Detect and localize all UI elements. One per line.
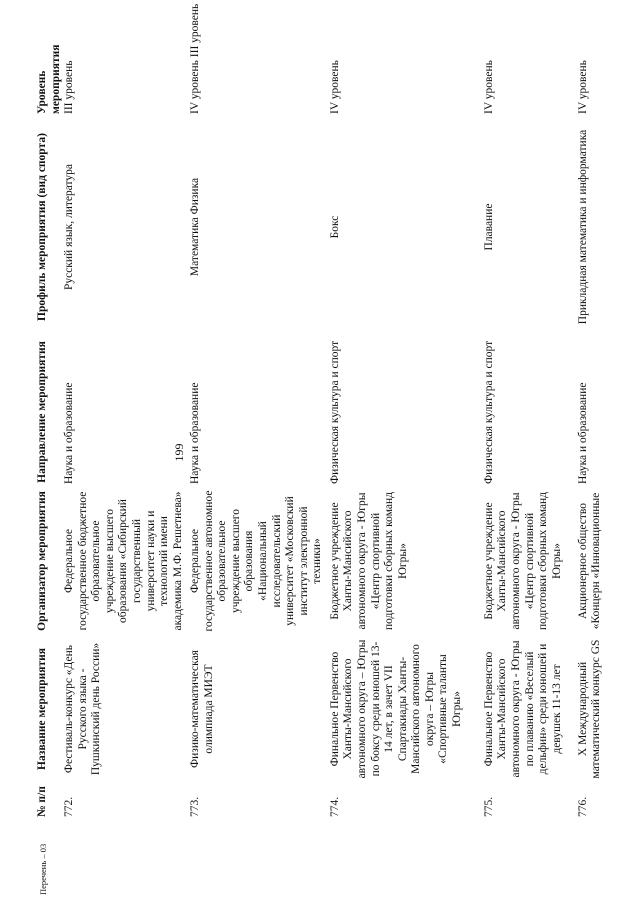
row-num: 776. <box>576 796 589 817</box>
event-name: Финальное Первенство Ханты-Мансийского автономного округа – Югры по боксу среди юношей 13-14 лет, в зачет VII Спартакиады Ханты-Мансийского автономного округа – Югры «Спортивные таланты Югры» <box>328 639 463 779</box>
event-direction: Физическая культура и спорт <box>328 340 341 484</box>
event-organizer: Федеральное государственное автономное образовательное учреждение высшего образования «Национальный исследовательский университет «Московский институт электронной техники» <box>189 490 324 632</box>
event-name: X Международный математический конкурс GS <box>576 639 603 779</box>
header-organizer: Организатор мероприятия <box>36 491 48 631</box>
table-row <box>189 0 329 817</box>
event-level: III уровень <box>63 60 76 114</box>
header-num: № п/п <box>36 786 48 817</box>
event-direction: Наука и образование <box>63 382 76 484</box>
event-direction: Физическая культура и спорт <box>482 340 495 484</box>
event-profile: Математика Физика <box>189 177 202 277</box>
header-name: Название мероприятия <box>36 648 48 770</box>
event-name: Физико-математическая олимпиада МИЭТ <box>189 650 215 768</box>
header-profile: Профиль мероприятия (вид спорта) <box>36 133 48 321</box>
header-level: Уровень мероприятия <box>36 44 62 114</box>
footer-note: Перечень – 03 <box>38 843 48 895</box>
event-name: Фестиваль-конкурс «День Русского языка - Пушкинский день России» <box>63 642 103 776</box>
event-direction: Наука и образование <box>576 382 589 484</box>
page-number: 199 <box>172 443 186 462</box>
event-level: IV уровень <box>328 60 341 114</box>
table-row <box>63 0 189 817</box>
row-num: 772. <box>63 796 76 817</box>
event-level: IV уровень III уровень <box>189 3 202 114</box>
event-profile: Бокс <box>328 215 341 239</box>
table-header-row <box>35 0 63 817</box>
event-organizer: Акционерное общество «Концерн «Инновационные <box>576 492 603 630</box>
events-table <box>35 0 608 817</box>
table-row <box>483 0 577 817</box>
event-direction: Наука и образование <box>189 382 202 484</box>
table-row <box>577 0 608 817</box>
table-row <box>329 0 483 817</box>
row-num: 774. <box>328 796 341 817</box>
event-profile: Плавание <box>482 203 495 251</box>
event-organizer: Федеральное государственное бюджетное образовательное учреждение высшего образования «Сибирский государственный университет науки и технологий имени академика М.Ф. Решетнева» <box>63 491 184 631</box>
row-num: 773. <box>189 796 202 817</box>
event-profile: Русский язык, литература <box>63 163 76 291</box>
header-direction: Направление мероприятия <box>36 341 48 483</box>
event-organizer: Бюджетное учреждение Ханты-Мансийского автономного округа - Югры «Центр спортивной подготовки сборных команд Югры» <box>482 491 563 631</box>
event-profile: Прикладная математика и информатика <box>576 129 589 325</box>
row-num: 775. <box>482 796 495 817</box>
event-name: Финальное Первенство Ханты-Мансийского автономного округа - Югры по плаванию «Веселый дельфин» среди юношей и девушек 11-13 лет <box>482 640 563 778</box>
event-level: IV уровень <box>482 60 495 114</box>
event-organizer: Бюджетное учреждение Ханты-Мансийского автономного округа - Югры «Центр спортивной подготовки сборных команд Югры» <box>328 491 409 631</box>
event-level: IV уровень <box>576 60 589 114</box>
